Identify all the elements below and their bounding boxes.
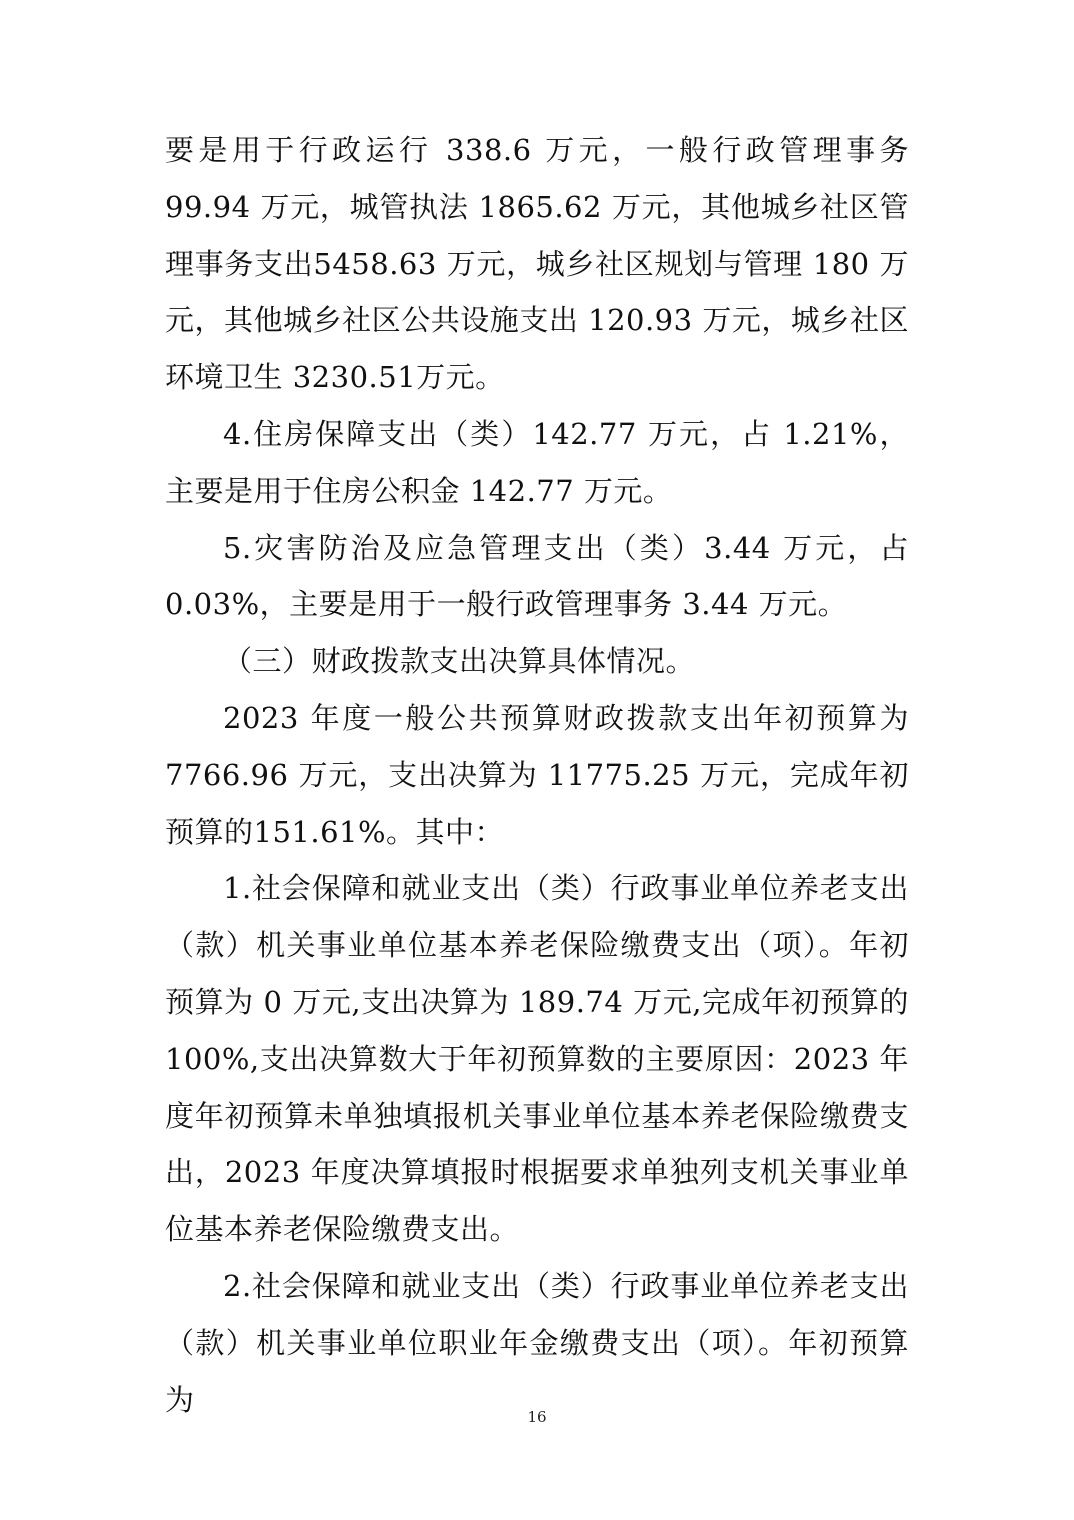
document-body	[165, 122, 909, 1428]
section-heading: （三）财政拨款支出决算具体情况。	[223, 644, 696, 679]
paragraph-summary: 2023 年度一般公共预算财政拨款支出年初预算为7766.96 万元，支出决算为 11775.25 万元，完成年初预算的151.61%。其中：	[165, 700, 909, 849]
paragraph-detail-1: 1.社会保障和就业支出（类）行政事业单位养老支出（款）机关事业单位基本养老保险缴费支出（项）。年初预算为 0 万元,支出决算为 189.74 万元,完成年初预算的 100%,支出决算数大于年初预算数的主要原因：2023 年度年初预算未单独填报机关事业单位基本养老保险缴费支出，2023 年度决算填报时根据要求单独列支机关事业单位基本养老保险缴费支出。	[165, 871, 909, 1247]
paragraph-item-4: 4.住房保障支出（类）142.77 万元，占 1.21%，主要是用于住房公积金 142.77 万元。	[165, 416, 909, 508]
paragraph-item-5: 5.灾害防治及应急管理支出（类）3.44 万元，占 0.03%，主要是用于一般行政管理事务 3.44 万元。	[165, 530, 909, 622]
paragraph-continuation: 要是用于行政运行 338.6 万元，一般行政管理事务 99.94 万元，城管执法 1865.62 万元，其他城乡社区管理事务支出5458.63 万元，城乡社区规划与管理 180 万元，其他城乡社区公共设施支出 120.93 万元，城乡社区环境卫生 3230.51万元。	[165, 133, 909, 395]
paragraph-detail-2: 2.社会保障和就业支出（类）行政事业单位养老支出（款）机关事业单位职业年金缴费支出（项）。年初预算为	[165, 1268, 909, 1417]
page-number: 16	[527, 1408, 547, 1426]
